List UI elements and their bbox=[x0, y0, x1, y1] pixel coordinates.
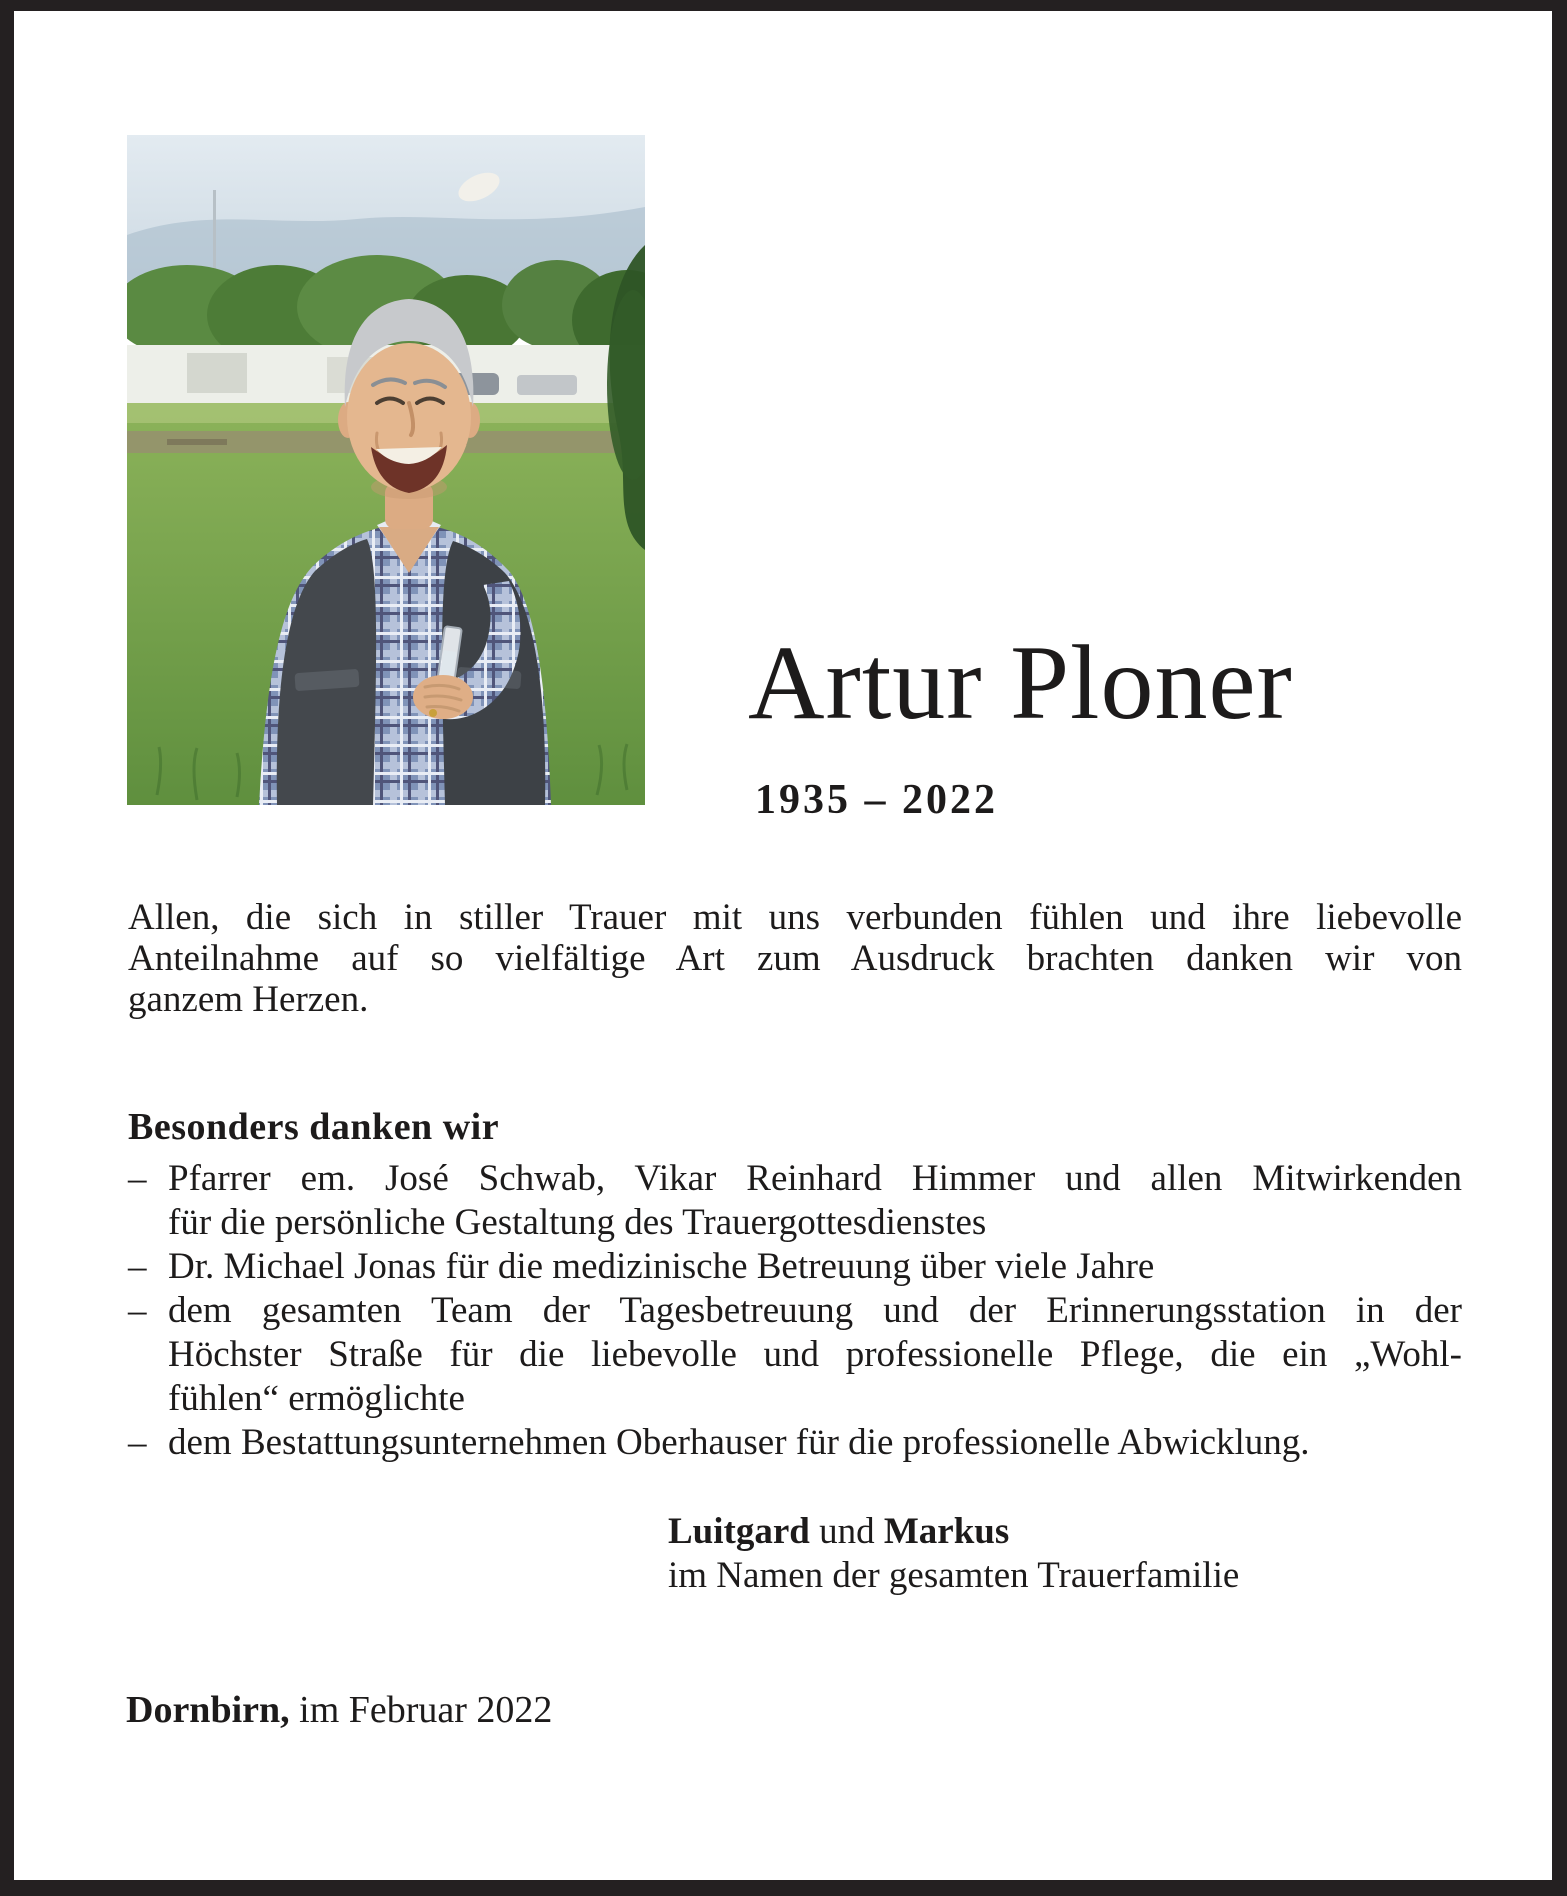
intro-paragraph bbox=[128, 897, 1462, 1020]
life-dates: 1935 – 2022 bbox=[755, 777, 998, 823]
date-text: im Februar 2022 bbox=[289, 1689, 553, 1731]
dash-bullet: – bbox=[128, 1158, 147, 1199]
thanks-heading: Besonders danken wir bbox=[128, 1106, 500, 1148]
deceased-name: Artur Ploner bbox=[748, 624, 1293, 741]
signature-conjunction: und bbox=[809, 1511, 884, 1552]
thanks-item bbox=[128, 1245, 1462, 1289]
thanks-item-text bbox=[168, 1289, 1462, 1421]
thanks-item-text bbox=[168, 1157, 1462, 1245]
thanks-item bbox=[128, 1421, 1462, 1465]
portrait-photo bbox=[127, 135, 645, 805]
text-line: für die persönliche Gestaltung des Trauergottesdienstes bbox=[168, 1202, 987, 1243]
thanks-item-text bbox=[168, 1421, 1462, 1465]
signature-names bbox=[668, 1510, 1239, 1554]
thanks-list bbox=[128, 1157, 1462, 1465]
text-line: Allen, die sich in stiller Trauer mit uns verbunden fühlen und ihre liebevolle bbox=[128, 897, 1462, 938]
thanks-item-text bbox=[168, 1245, 1462, 1289]
signature-name-1: Luitgard bbox=[668, 1511, 810, 1552]
text-line: ganzem Herzen. bbox=[128, 979, 369, 1020]
place-name: Dornbirn, bbox=[126, 1689, 290, 1731]
text-line: dem gesamten Team der Tagesbetreuung und der Erinnerungsstation in der bbox=[168, 1290, 1462, 1331]
text-line: Pfarrer em. José Schwab, Vikar Reinhard Himmer und allen Mitwirkenden bbox=[168, 1158, 1462, 1199]
dash-bullet: – bbox=[128, 1290, 147, 1331]
signature-subtitle: im Namen der gesamten Trauerfamilie bbox=[668, 1555, 1240, 1596]
text-line: dem Bestattungsunternehmen Oberhauser für die professionelle Abwicklung. bbox=[168, 1422, 1310, 1463]
thanks-item bbox=[128, 1157, 1462, 1245]
text-line: Anteilnahme auf so vielfältige Art zum Ausdruck brachten danken wir von bbox=[128, 938, 1462, 979]
text-line: Dr. Michael Jonas für die medizinische Betreuung über viele Jahre bbox=[168, 1246, 1155, 1287]
text-line: Höchster Straße für die liebevolle und professionelle Pflege, die ein „Wohl- bbox=[168, 1334, 1462, 1375]
dash-bullet: – bbox=[128, 1246, 147, 1287]
place-date-line bbox=[126, 1688, 552, 1732]
signature-name-2: Markus bbox=[883, 1511, 1010, 1552]
text-line: fühlen“ ermöglichte bbox=[168, 1378, 465, 1419]
signature-block bbox=[668, 1510, 1239, 1598]
thanks-item bbox=[128, 1289, 1462, 1421]
dash-bullet: – bbox=[128, 1422, 147, 1463]
